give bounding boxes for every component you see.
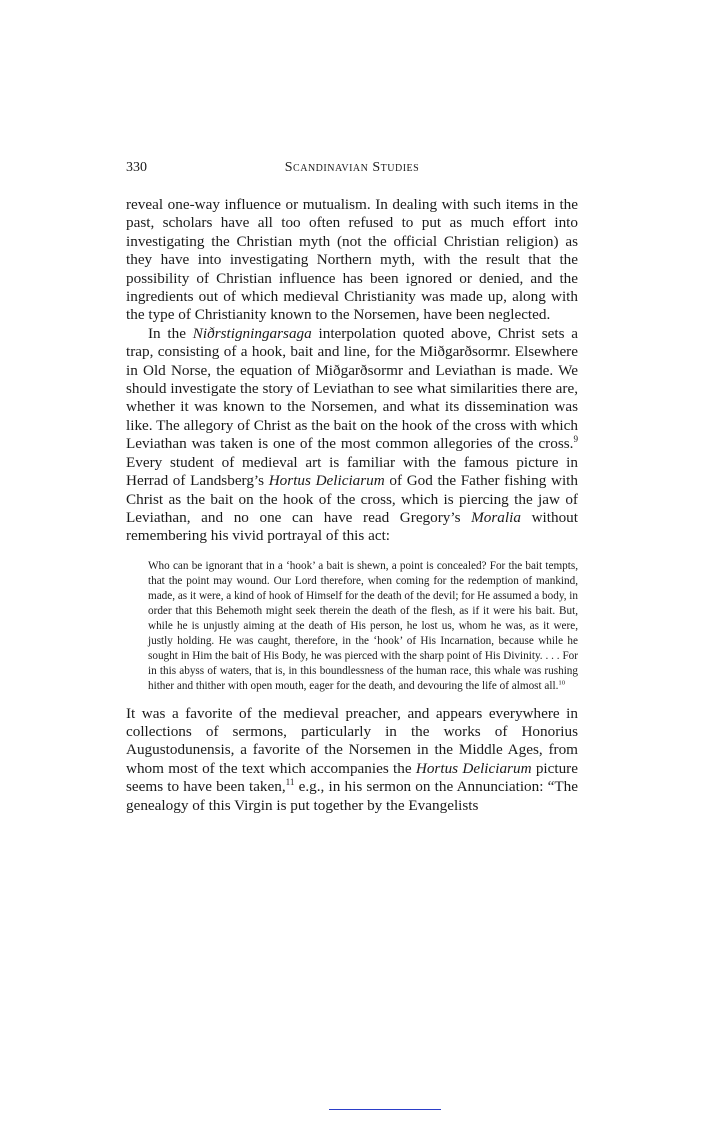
text-run: of God the Father fishing with Christ as the bait on the hook of the cross, which is piercing the jaw of Leviathan, and no one can have read Gregory’s bbox=[126, 472, 578, 526]
bottom-rule bbox=[329, 1109, 441, 1110]
page-header bbox=[126, 160, 578, 184]
work-title-hortus: Hortus Deliciarum bbox=[415, 759, 532, 777]
footnote-ref-10: 10 bbox=[558, 679, 566, 687]
paragraph-2 bbox=[126, 325, 578, 546]
quote-body: Who can be ignorant that in a ‘hook’ a bait is shewn, a point is concealed? For the bait tempts, that the point may wound. Our Lord therefore, when coming for the redemption of mankind, made, as it were, a kind of hook of Himself for the death of the devil; for He assumed a body, in order that this Behemoth might seek therein the death of the flesh, as if it were his bait. But, while he is unjustly aiming at the death of His person, he lost us, whom he was, as it were, justly holding. He was caught, therefore, in the ‘hook’ of His Incarnation, because while he sought in Him the bait of His Body, he was pierced with the sharp point of His Divinity. . . . For in this abyss of waters, that is, in this boundlessness of the human race, this whale was rushing hither and thither with open mouth, eager for the death, and devouring the life of almost all. bbox=[148, 559, 578, 693]
page-number: 330 bbox=[126, 160, 147, 175]
footnote-ref-11: 11 bbox=[285, 777, 295, 788]
work-title-moralia: Moralia bbox=[471, 508, 521, 526]
saga-title: Niðrstigningarsaga bbox=[192, 324, 312, 342]
text-run: interpolation quoted above, Christ sets a trap, consisting of a hook, bait and line, for the Miðgarðsormr. Elsewhere in Old Norse, the equation of Miðgarðsormr and Leviathan is made. We should investigate the story of Leviathan to see what similarities there are, whether it was known to the Norsemen, and what its dissemination was like. The allegory of Christ as the bait on the hook of the cross with which Leviathan was taken is one of the most common allegories of the cross. bbox=[126, 324, 578, 453]
quote-text bbox=[148, 559, 578, 695]
paragraph-3 bbox=[126, 705, 578, 815]
main-text bbox=[126, 196, 578, 546]
running-head: Scandinavian Studies bbox=[284, 160, 420, 175]
footnote-ref-9: 9 bbox=[573, 434, 578, 445]
paragraph-1: reveal one-way influence or mutualism. In dealing with such items in the past, scholars have all too often refused to put as much effort into investigating the Christian myth (not the official Christian religion) as they have into investigating Northern myth, with the result that the possibility of Christian influence has been ignored or denied, and the ingredients out of which medieval Christianity was made up, along with the type of Christianity known to the Norsemen, have been neglected. bbox=[126, 196, 578, 324]
text-run: picture seems to have been taken, bbox=[126, 759, 578, 796]
text-run: In the bbox=[148, 324, 193, 342]
work-title-hortus: Hortus Deliciarum bbox=[268, 472, 385, 490]
text-run: e.g., in his sermon on the Annunciation: “The genealogy of this Virgin is put together by the Evangelists bbox=[126, 778, 578, 814]
document-page bbox=[126, 160, 578, 815]
text-run: It was a favorite of the medieval preacher, and appears everywhere in collections of sermons, particularly in the works of Honorius Augustodunensis, a favorite of the Norsemen in the Middle Ages, from whom most of the text which accompanies the bbox=[126, 704, 578, 777]
text-run: Every student of medieval art is familiar with the famous picture in Herrad of Landsberg’s bbox=[126, 453, 578, 490]
block-quote bbox=[148, 559, 578, 695]
text-run: without remembering his vivid portrayal of this act: bbox=[126, 508, 578, 545]
